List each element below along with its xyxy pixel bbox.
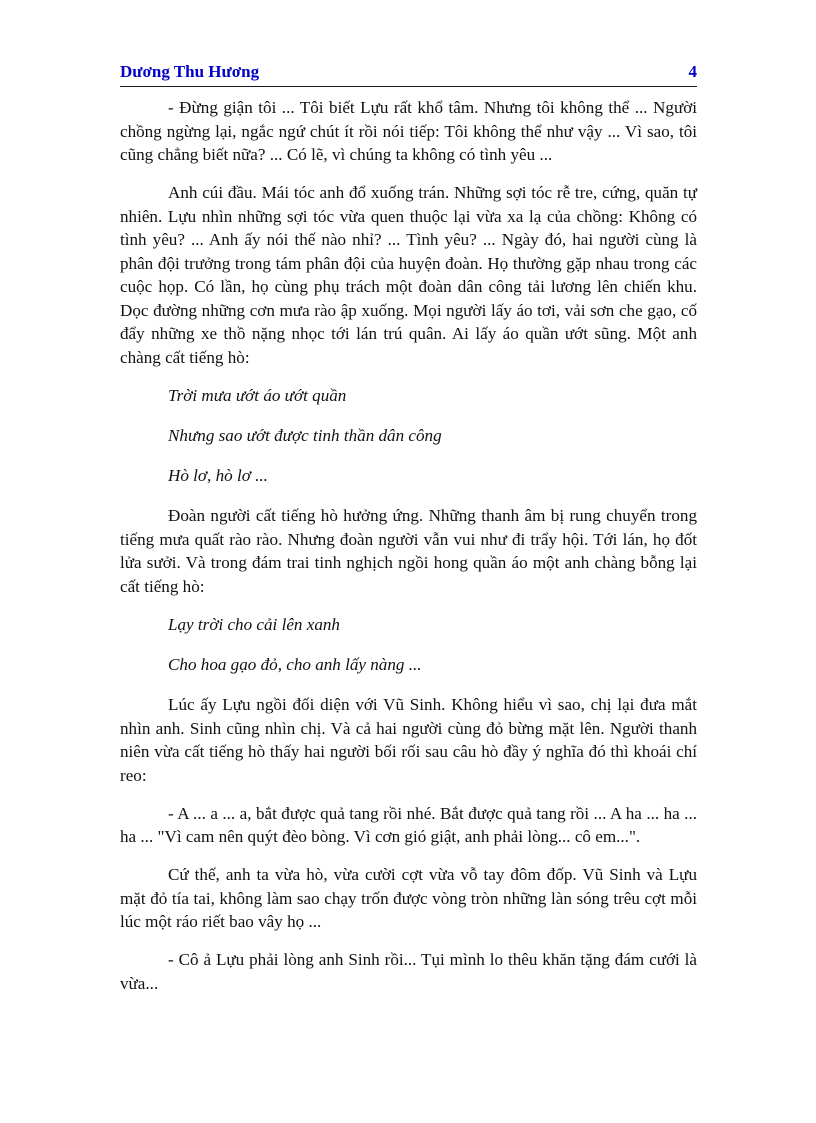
- paragraph: - A ... a ... a, bắt được quả tang rồi nhé. Bắt được quả tang rồi ... A ha ... ha ... ha ... "Vì cam nên quýt đèo bòng. Vì cơn gió giật, anh phải lòng... cô em...".: [120, 803, 697, 847]
- paragraph: - Đừng giận tôi ... Tôi biết Lựu rất khổ tâm. Nhưng tôi không thể ... Người chồng ngừng lại, ngắc ngứ chút ít rồi nói tiếp: Tôi không thể như vậy ... Vì sao, tôi cũng chẳng biết nữa? ... Có lẽ, vì chúng ta không có tình yêu ...: [120, 98, 697, 164]
- verse-line: Cho hoa gạo đỏ, cho anh lấy nàng ...: [168, 655, 422, 675]
- body-text: [120, 96, 697, 1010]
- verse-line: Lạy trời cho cải lên xanh: [168, 614, 340, 634]
- verse-line: Trời mưa ướt áo ướt quần: [168, 385, 347, 405]
- paragraph: Cứ thế, anh ta vừa hò, vừa cười cợt vừa vỗ tay đôm đốp. Vũ Sinh và Lựu mặt đỏ tía tai, không làm sao chạy trốn được vòng tròn những làn sóng trêu cợt mỗi lúc một ráo riết bao vây họ ...: [120, 865, 697, 932]
- page-header: [120, 58, 697, 87]
- author-name: Dương Thu Hương: [120, 62, 260, 81]
- paragraph: Lúc ấy Lựu ngồi đối diện với Vũ Sinh. Không hiểu vì sao, chị lại đưa mắt nhìn anh. Sinh cũng nhìn chị. Và cả hai người cùng đỏ bừng mặt lên. Người thanh niên vừa cất tiếng hò thấy hai người bối rối sau câu hò đầy ý nghĩa đó thì khoái chí reo:: [120, 695, 697, 785]
- paragraph: - Cô ả Lựu phải lòng anh Sinh rồi... Tụi mình lo thêu khăn tặng đám cưới là vừa...: [120, 950, 697, 993]
- paragraph: Đoàn người cất tiếng hò hưởng ứng. Những thanh âm bị rung chuyển trong tiếng mưa quất rào rào. Nhưng đoàn người vẫn vui như đi trẩy hội. Tới lán, họ đốt lửa sưởi. Và trong đám trai tinh nghịch ngồi hong quần áo một anh chàng bỗng lại cất tiếng hò:: [120, 506, 697, 596]
- paragraph: Anh cúi đầu. Mái tóc anh đổ xuống trán. Những sợi tóc rễ tre, cứng, quăn tự nhiên. Lựu nhìn những sợi tóc vừa quen thuộc lại vừa xa lạ của chồng: Không có tình yêu? ... Anh ấy nói thế nào nhỉ? ... Tình yêu? ... Ngày đó, hai người cùng là phân đội trưởng trong tám phân đội của huyện đoàn. Họ thường gặp nhau trong các cuộc họp. Có lần, họ cùng phụ trách một đoàn dân công tải lương lên chiến khu. Dọc đường những cơn mưa rào ập xuống. Mọi người lấy áo tơi, vải sơn che gạo, cố đẩy những xe thồ nặng nhọc tới lán trú quân. Ai lấy áo quần ướt sũng. Một anh chàng cất tiếng hò:: [120, 183, 697, 367]
- verse-line: Nhưng sao ướt được tinh thần dân công: [168, 425, 442, 445]
- page-number: 4: [688, 62, 697, 81]
- verse-line: Hò lơ, hò lơ ...: [168, 466, 268, 486]
